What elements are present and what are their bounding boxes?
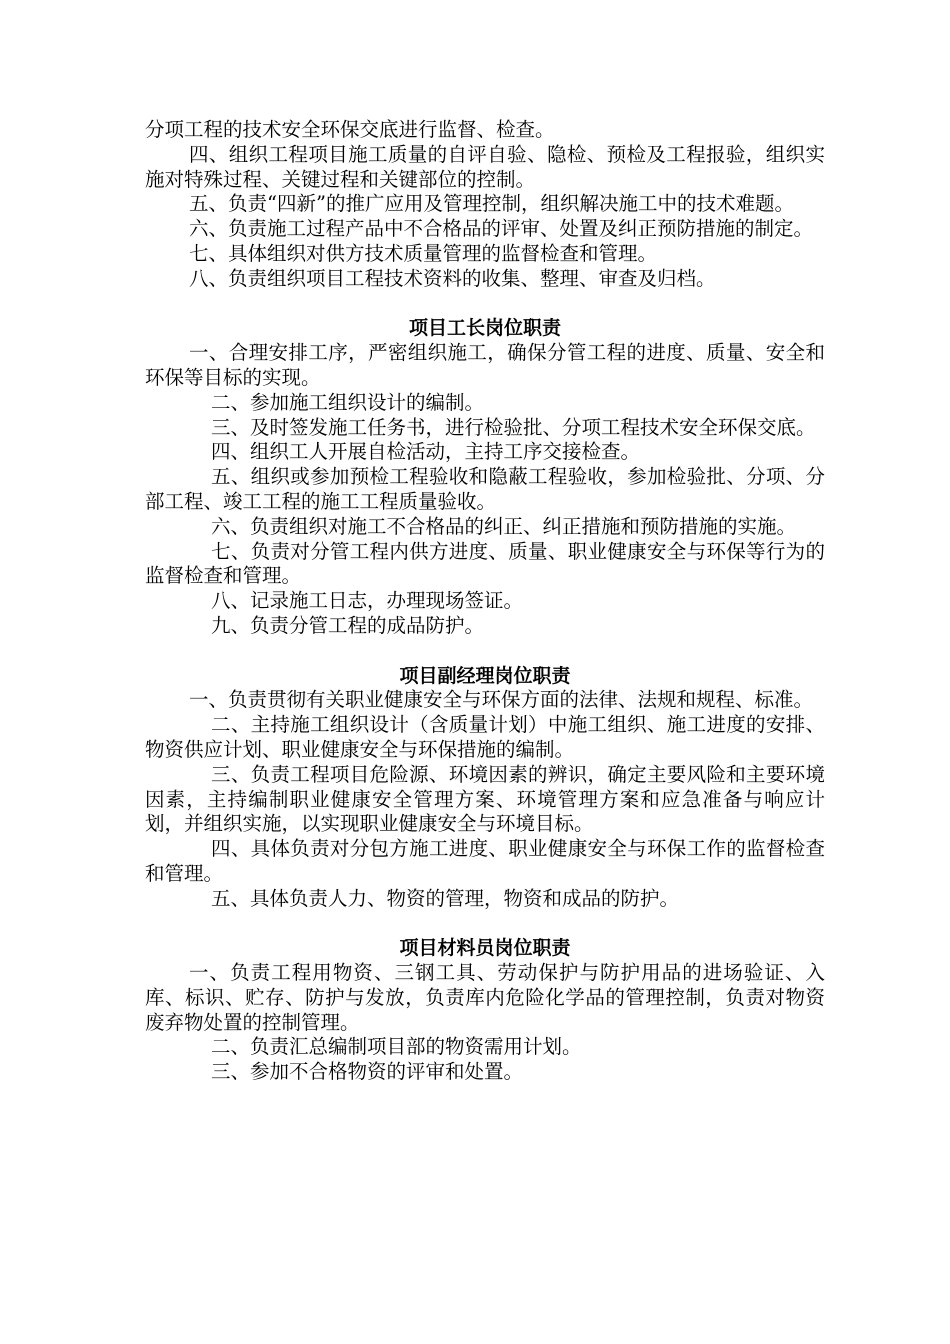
- spacer: [145, 292, 825, 317]
- paragraph: 五、具体负责人力、物资的管理，物资和成品的防护。: [211, 886, 680, 910]
- section-title: 项目材料员岗位职责: [399, 937, 571, 960]
- paragraph: 七、具体组织对供方技术质量管理的监督检查和管理。: [189, 241, 658, 265]
- paragraph: 三、负责工程项目危险源、环境因素的辨识，确定主要风险和主要环境因素，主持编制职业健康安全管理方案、环境管理方案和应急准备与响应计划，并组织实施，以实现职业健康安全与环境目标。: [145, 762, 825, 836]
- spacer: [145, 912, 825, 937]
- paragraph: 二、参加施工组织设计的编制。: [211, 390, 485, 414]
- paragraph: 三、及时签发施工任务书，进行检验批、分项工程技术安全环保交底。: [211, 415, 816, 439]
- section-foreman: [145, 316, 825, 638]
- paragraph: 六、负责组织对施工不合格品的纠正、纠正措施和预防措施的实施。: [211, 514, 797, 538]
- paragraph: 五、组织或参加预检工程验收和隐蔽工程验收，参加检验批、分项、分部工程、竣工工程的施工工程质量验收。: [145, 465, 825, 513]
- section-material-clerk: [145, 936, 825, 1085]
- section-title: 项目副经理岗位职责: [399, 664, 571, 687]
- paragraph: 二、主持施工组织设计（含质量计划）中施工组织、施工进度的安排、物资供应计划、职业健康安全与环保措施的编制。: [145, 713, 825, 761]
- paragraph: 四、具体负责对分包方施工进度、职业健康安全与环保工作的监督检查和管理。: [145, 837, 825, 885]
- section-continuation: [145, 118, 825, 292]
- paragraph: 八、记录施工日志，办理现场签证。: [211, 589, 524, 613]
- spacer: [145, 639, 825, 664]
- paragraph: 四、组织工人开展自检活动，主持工序交接检查。: [211, 440, 641, 464]
- paragraph: 一、合理安排工序，严密组织施工，确保分管工程的进度、质量、安全和环保等目标的实现。: [145, 341, 825, 389]
- document-page: [145, 118, 825, 1085]
- section-title: 项目工长岗位职责: [408, 317, 561, 340]
- paragraph: 七、负责对分管工程内供方进度、质量、职业健康安全与环保等行为的监督检查和管理。: [145, 539, 825, 588]
- paragraph: 三、参加不合格物资的评审和处置。: [211, 1060, 524, 1084]
- paragraph: 九、负责分管工程的成品防护。: [211, 613, 485, 637]
- paragraph: 分项工程的技术安全环保交底进行监督、检查。: [145, 118, 555, 141]
- paragraph: 五、负责“四新”的推广应用及管理控制，组织解决施工中的技术难题。: [189, 192, 794, 216]
- paragraph: 二、负责汇总编制项目部的物资需用计划。: [211, 1035, 582, 1059]
- paragraph: 一、负责工程用物资、三钢工具、劳动保护与防护用品的进场验证、入库、标识、贮存、防护与发放，负责库内危险化学品的管理控制，负责对物资废弃物处置的控制管理。: [145, 961, 825, 1034]
- paragraph: 一、负责贯彻有关职业健康安全与环保方面的法律、法规和规程、标准。: [189, 688, 814, 712]
- paragraph: 六、负责施工过程产品中不合格品的评审、处置及纠正预防措施的制定。: [189, 217, 814, 241]
- section-deputy-manager: [145, 664, 825, 912]
- paragraph: 四、组织工程项目施工质量的自评自验、隐检、预检及工程报验，组织实施对特殊过程、关键过程和关键部位的控制。: [145, 142, 825, 191]
- paragraph: 八、负责组织项目工程技术资料的收集、整理、审查及归档。: [189, 266, 716, 290]
